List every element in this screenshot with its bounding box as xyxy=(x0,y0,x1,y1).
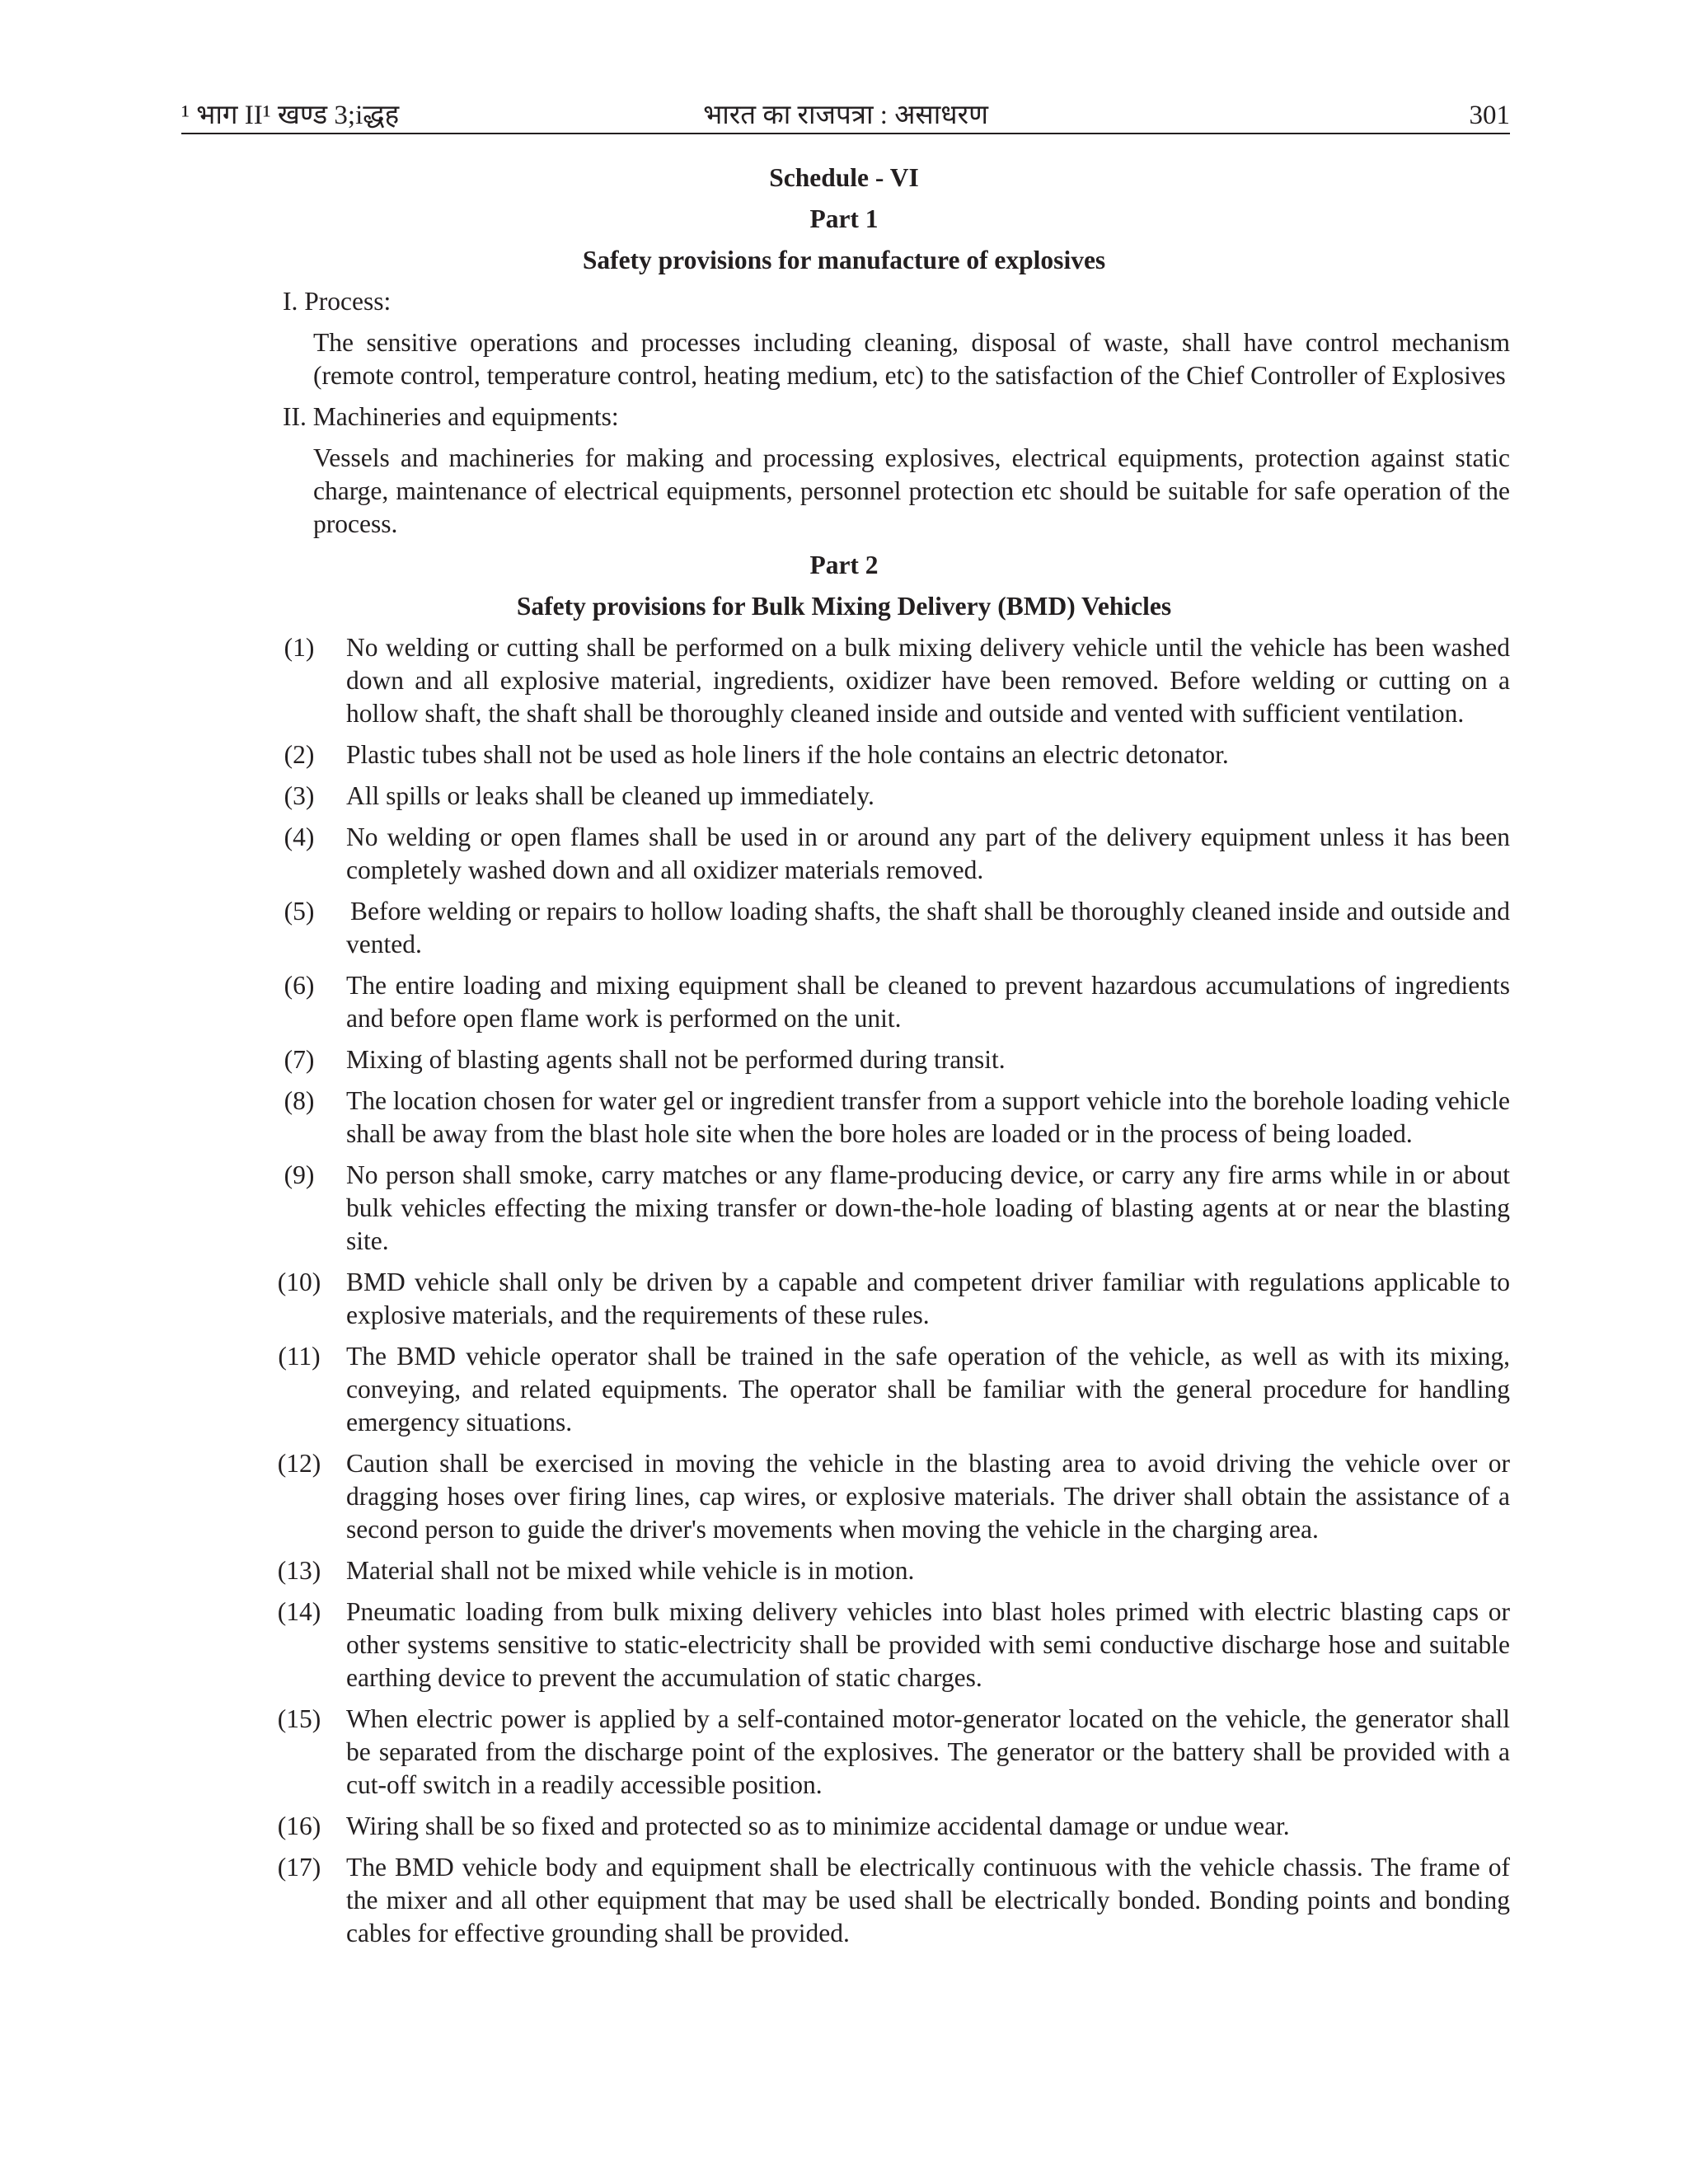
section-machineries-label: II. Machineries and equipments: xyxy=(283,402,619,431)
provision-text: Before welding or repairs to hollow loading shafts, the shaft shall be thoroughly cleaned inside and outside and vented. xyxy=(346,897,1510,958)
provision-number: (8) xyxy=(284,1086,315,1115)
provision-number: (7) xyxy=(284,1045,315,1074)
provision-text: No person shall smoke, carry matches or any flame-producing device, or carry any fire arms while in or about bulk vehicles effecting the mixing transfer or down-the-hole loading of blasting agents at or near the blasting site. xyxy=(346,1160,1510,1255)
provision-item xyxy=(277,1810,1510,1843)
provision-text: When electric power is applied by a self-contained motor-generator located on the vehicle, the generator shall be separated from the discharge point of the explosives. The generator or the battery shall be provided with a cut-off switch in a readily accessible position. xyxy=(346,1704,1510,1799)
provision-number: (13) xyxy=(277,1556,321,1585)
section-process-text: The sensitive operations and processes including cleaning, disposal of waste, shall have control mechanism (remote control, temperature control, heating medium, etc) to the satisfaction of the Chief Controller of Explosives xyxy=(313,328,1510,390)
provision-item xyxy=(284,738,1510,771)
provision-item xyxy=(277,1447,1510,1546)
part2-label: Part 2 xyxy=(809,551,879,579)
provision-number: (2) xyxy=(284,740,315,769)
provision-number: (15) xyxy=(277,1704,321,1733)
provision-text: No welding or open flames shall be used in or around any part of the delivery equipment unless it has been completely washed down and all oxidizer materials removed. xyxy=(346,823,1510,884)
provision-item xyxy=(277,1596,1510,1694)
provision-number: (16) xyxy=(277,1811,321,1840)
provision-item xyxy=(277,1703,1510,1802)
provision-item xyxy=(284,1043,1510,1076)
provision-text: Pneumatic loading from bulk mixing delivery vehicles into blast holes primed with electric blasting caps or other systems sensitive to static-electricity shall be provided with semi conductive discharge hose and suitable earthing device to prevent the accumulation of static charges. xyxy=(346,1597,1510,1692)
provision-text: BMD vehicle shall only be driven by a capable and competent driver familiar with regulations applicable to explosive materials, and the requirements of these rules. xyxy=(346,1268,1510,1329)
provision-number: (12) xyxy=(277,1449,321,1478)
provisions-list xyxy=(0,631,1688,1950)
provision-number: (10) xyxy=(277,1268,321,1296)
provision-item xyxy=(277,1554,1510,1587)
header-page-number: 301 xyxy=(1469,101,1510,130)
provision-text: The BMD vehicle body and equipment shall be electrically continuous with the vehicle chassis. The frame of the mixer and all other equipment that may be used shall be electrically bonded. Bonding points and bonding cables for effective grounding shall be provided. xyxy=(346,1853,1510,1947)
provision-number: (17) xyxy=(277,1853,321,1882)
part1-title: Safety provisions for manufacture of explosives xyxy=(582,246,1106,274)
section-process-label: I. Process: xyxy=(283,287,392,316)
part1-label: Part 1 xyxy=(809,204,879,233)
provision-text: Wiring shall be so fixed and protected so as to minimize accidental damage or undue wear. xyxy=(346,1811,1290,1840)
schedule-title: Schedule - VI xyxy=(769,163,919,192)
provision-number: (11) xyxy=(278,1342,321,1371)
provision-text: Caution shall be exercised in moving the vehicle in the blasting area to avoid driving the vehicle over or dragging hoses over firing lines, cap wires, or explosive materials. The driver shall obtain the assistance of a second person to guide the driver's movements when moving the vehicle in the charging area. xyxy=(346,1449,1510,1544)
provision-item xyxy=(277,1851,1510,1950)
part2-title: Safety provisions for Bulk Mixing Delivery (BMD) Vehicles xyxy=(516,592,1172,621)
header-gazette-title: भारत का राजपत्रा : असाधरण xyxy=(703,101,988,130)
provision-item xyxy=(284,1085,1510,1151)
provision-number: (5) xyxy=(284,897,315,926)
provision-number: (9) xyxy=(284,1160,315,1189)
provision-number: (3) xyxy=(284,781,315,810)
provision-text: The location chosen for water gel or ingredient transfer from a support vehicle into the borehole loading vehicle shall be away from the blast hole site when the bore holes are loaded or in the process of being loaded. xyxy=(346,1086,1510,1148)
provision-number: (4) xyxy=(284,823,315,851)
page-header xyxy=(181,97,1510,134)
provision-text: Mixing of blasting agents shall not be performed during transit. xyxy=(346,1045,1006,1074)
provision-number: (1) xyxy=(284,633,315,662)
header-part-section: ¹ भाग II¹ खण्ड 3;iद्धह xyxy=(181,101,400,130)
provision-text: All spills or leaks shall be cleaned up immediately. xyxy=(346,781,874,810)
provision-item xyxy=(284,895,1510,961)
provision-item xyxy=(284,969,1510,1035)
provision-text: The BMD vehicle operator shall be trained in the safe operation of the vehicle, as well as with its mixing, conveying, and related equipments. The operator shall be familiar with the general procedure for handling emergency situations. xyxy=(346,1342,1510,1436)
provision-text: Material shall not be mixed while vehicle is in motion. xyxy=(346,1556,915,1585)
provision-item xyxy=(277,1266,1510,1332)
provision-item xyxy=(284,821,1510,887)
provision-item xyxy=(284,631,1510,730)
page-content xyxy=(0,162,1688,1958)
provision-number: (14) xyxy=(277,1597,321,1626)
provision-item xyxy=(284,1159,1510,1258)
provision-item xyxy=(284,780,1510,813)
section-machineries-text: Vessels and machineries for making and processing explosives, electrical equipments, protection against static charge, maintenance of electrical equipments, personnel protection etc should be suitable for safe operation of the process. xyxy=(313,443,1510,538)
provision-text: No welding or cutting shall be performed on a bulk mixing delivery vehicle until the vehicle has been washed down and all explosive material, ingredients, oxidizer have been removed. Before welding or cutting on a hollow shaft, the shaft shall be thoroughly cleaned inside and outside and vented with sufficient ventilation. xyxy=(346,633,1510,728)
header-divider xyxy=(181,133,1510,134)
provision-item xyxy=(278,1340,1510,1439)
provision-text: The entire loading and mixing equipment shall be cleaned to prevent hazardous accumulations of ingredients and before open flame work is performed on the unit. xyxy=(346,971,1510,1033)
provision-number: (6) xyxy=(284,971,315,1000)
provision-text: Plastic tubes shall not be used as hole liners if the hole contains an electric detonator. xyxy=(346,740,1229,769)
